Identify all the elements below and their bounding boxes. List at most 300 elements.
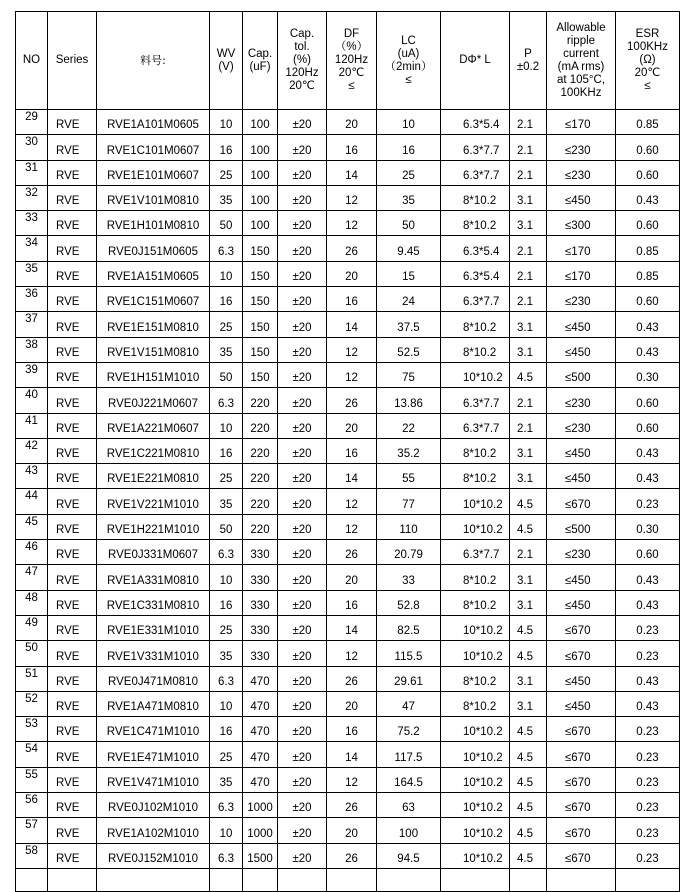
- cell-cap-tolerance: ±20: [278, 287, 327, 312]
- cell-series: RVE: [48, 742, 97, 767]
- cell-df: 26: [327, 843, 377, 868]
- cell-dimensions: 8*10.2: [441, 666, 510, 691]
- table-row: [16, 540, 680, 565]
- header-part-number: 料号:: [97, 12, 210, 110]
- table-row: [16, 160, 680, 185]
- cell-series: RVE: [48, 767, 97, 792]
- cell-lc: 164.5: [377, 767, 441, 792]
- cell-lc: 100: [377, 818, 441, 843]
- cell-capacitance: 100: [243, 135, 278, 160]
- cell-series: RVE: [48, 261, 97, 286]
- cell-capacitance: 150: [243, 287, 278, 312]
- cell-ripple-current: ≤230: [547, 540, 616, 565]
- cell-ripple-current: ≤170: [547, 261, 616, 286]
- cell-part-number: RVE0J151M0605: [97, 236, 210, 261]
- cell-cap-tolerance: ±20: [278, 135, 327, 160]
- cell-ripple-current: ≤670: [547, 717, 616, 742]
- cell-wv: 6.3: [210, 236, 243, 261]
- cell-dimensions: 6.3*5.4: [441, 236, 510, 261]
- cell-no: 53: [16, 717, 48, 742]
- cell-df: 12: [327, 641, 377, 666]
- cell-series: RVE: [48, 514, 97, 539]
- cell-wv: 25: [210, 615, 243, 640]
- cell-series: RVE: [48, 818, 97, 843]
- cell-esr: 0.23: [616, 767, 680, 792]
- cell-no: 39: [16, 362, 48, 387]
- cell-pitch: 2.1: [510, 236, 547, 261]
- cell-dimensions: 8*10.2: [441, 211, 510, 236]
- cell-part-number: RVE0J331M0607: [97, 540, 210, 565]
- cell-df: 16: [327, 438, 377, 463]
- cell-pitch: 3.1: [510, 211, 547, 236]
- cell-lc: 10: [377, 110, 441, 135]
- cell-wv: 35: [210, 767, 243, 792]
- cell-ripple-current: ≤450: [547, 666, 616, 691]
- cell-lc: 13.86: [377, 388, 441, 413]
- table-row: [16, 185, 680, 210]
- cell-wv: 35: [210, 489, 243, 514]
- cell-series: RVE: [48, 388, 97, 413]
- table-row: [16, 691, 680, 716]
- cell-esr: 0.60: [616, 160, 680, 185]
- cell-cap-tolerance: ±20: [278, 793, 327, 818]
- header-row: [16, 12, 680, 110]
- cell-no: 50: [16, 641, 48, 666]
- cell-series: RVE: [48, 160, 97, 185]
- table-header: [16, 12, 680, 110]
- cell-esr: 0.43: [616, 312, 680, 337]
- header-lc: LC (uA) （2min） ≤: [377, 12, 441, 110]
- cell-series: RVE: [48, 843, 97, 868]
- cell-df: 14: [327, 615, 377, 640]
- cell-ripple-current: ≤450: [547, 337, 616, 362]
- cell-part-number: RVE1H221M1010: [97, 514, 210, 539]
- cell-wv: 50: [210, 362, 243, 387]
- cell-lc: 75.2: [377, 717, 441, 742]
- cell-pitch: 3.1: [510, 691, 547, 716]
- cell-df: 20: [327, 565, 377, 590]
- cell-cap-tolerance: ±20: [278, 767, 327, 792]
- cell-dimensions: 6.3*7.7: [441, 388, 510, 413]
- cell-lc: 63: [377, 793, 441, 818]
- cell-df: 20: [327, 261, 377, 286]
- cell-wv: 6.3: [210, 843, 243, 868]
- cell-part-number: RVE1C331M0810: [97, 590, 210, 615]
- header-df: DF （%） 120Hz 20℃ ≤: [327, 12, 377, 110]
- empty-cell: [48, 868, 97, 891]
- header-cap-tolerance: Cap. tol. (%) 120Hz 20℃: [278, 12, 327, 110]
- cell-series: RVE: [48, 793, 97, 818]
- cell-ripple-current: ≤170: [547, 110, 616, 135]
- cell-lc: 24: [377, 287, 441, 312]
- cell-ripple-current: ≤500: [547, 362, 616, 387]
- cell-ripple-current: ≤450: [547, 565, 616, 590]
- cell-series: RVE: [48, 110, 97, 135]
- cell-part-number: RVE1C471M1010: [97, 717, 210, 742]
- cell-series: RVE: [48, 565, 97, 590]
- cell-wv: 10: [210, 818, 243, 843]
- cell-lc: 117.5: [377, 742, 441, 767]
- cell-pitch: 4.5: [510, 514, 547, 539]
- cell-pitch: 4.5: [510, 641, 547, 666]
- header-no: NO: [16, 12, 48, 110]
- cell-lc: 20.79: [377, 540, 441, 565]
- cell-lc: 25: [377, 160, 441, 185]
- cell-part-number: RVE1H151M1010: [97, 362, 210, 387]
- cell-pitch: 4.5: [510, 742, 547, 767]
- cell-lc: 29.61: [377, 666, 441, 691]
- cell-df: 20: [327, 818, 377, 843]
- cell-no: 35: [16, 261, 48, 286]
- cell-part-number: RVE0J471M0810: [97, 666, 210, 691]
- cell-dimensions: 10*10.2: [441, 767, 510, 792]
- cell-cap-tolerance: ±20: [278, 261, 327, 286]
- cell-no: 29: [16, 110, 48, 135]
- cell-ripple-current: ≤450: [547, 691, 616, 716]
- cell-wv: 6.3: [210, 793, 243, 818]
- cell-capacitance: 470: [243, 691, 278, 716]
- cell-wv: 6.3: [210, 540, 243, 565]
- cell-dimensions: 6.3*7.7: [441, 413, 510, 438]
- cell-esr: 0.23: [616, 489, 680, 514]
- cell-series: RVE: [48, 135, 97, 160]
- empty-cell: [327, 868, 377, 891]
- empty-cell: [16, 868, 48, 891]
- cell-esr: 0.43: [616, 185, 680, 210]
- cell-cap-tolerance: ±20: [278, 641, 327, 666]
- cell-df: 14: [327, 160, 377, 185]
- cell-ripple-current: ≤670: [547, 641, 616, 666]
- cell-series: RVE: [48, 666, 97, 691]
- cell-lc: 77: [377, 489, 441, 514]
- cell-cap-tolerance: ±20: [278, 514, 327, 539]
- cell-lc: 52.8: [377, 590, 441, 615]
- cell-ripple-current: ≤230: [547, 160, 616, 185]
- cell-df: 16: [327, 590, 377, 615]
- cell-no: 51: [16, 666, 48, 691]
- cell-ripple-current: ≤670: [547, 742, 616, 767]
- table-row: [16, 110, 680, 135]
- cell-capacitance: 470: [243, 717, 278, 742]
- cell-wv: 6.3: [210, 388, 243, 413]
- cell-no: 42: [16, 438, 48, 463]
- table-row: [16, 565, 680, 590]
- cell-capacitance: 330: [243, 565, 278, 590]
- empty-cell: [97, 868, 210, 891]
- cell-no: 30: [16, 135, 48, 160]
- table-row: [16, 211, 680, 236]
- cell-no: 47: [16, 565, 48, 590]
- cell-ripple-current: ≤670: [547, 615, 616, 640]
- cell-dimensions: 8*10.2: [441, 312, 510, 337]
- cell-df: 12: [327, 362, 377, 387]
- cell-series: RVE: [48, 641, 97, 666]
- cell-lc: 22: [377, 413, 441, 438]
- header-capacitance: Cap. (uF): [243, 12, 278, 110]
- table-row: [16, 362, 680, 387]
- cell-wv: 35: [210, 337, 243, 362]
- cell-df: 12: [327, 211, 377, 236]
- cell-wv: 16: [210, 287, 243, 312]
- cell-capacitance: 470: [243, 742, 278, 767]
- cell-ripple-current: ≤230: [547, 413, 616, 438]
- cell-series: RVE: [48, 312, 97, 337]
- cell-part-number: RVE1H101M0810: [97, 211, 210, 236]
- cell-capacitance: 1000: [243, 818, 278, 843]
- cell-wv: 16: [210, 590, 243, 615]
- cell-df: 16: [327, 135, 377, 160]
- cell-pitch: 2.1: [510, 287, 547, 312]
- cell-ripple-current: ≤230: [547, 287, 616, 312]
- cell-part-number: RVE1E101M0607: [97, 160, 210, 185]
- cell-no: 43: [16, 464, 48, 489]
- empty-cell: [547, 868, 616, 891]
- cell-df: 12: [327, 767, 377, 792]
- cell-no: 31: [16, 160, 48, 185]
- cell-esr: 0.23: [616, 793, 680, 818]
- cell-esr: 0.60: [616, 540, 680, 565]
- cell-df: 12: [327, 185, 377, 210]
- cell-pitch: 4.5: [510, 767, 547, 792]
- cell-cap-tolerance: ±20: [278, 691, 327, 716]
- cell-pitch: 3.1: [510, 464, 547, 489]
- cell-lc: 37.5: [377, 312, 441, 337]
- cell-cap-tolerance: ±20: [278, 843, 327, 868]
- cell-series: RVE: [48, 413, 97, 438]
- cell-dimensions: 10*10.2: [441, 818, 510, 843]
- cell-cap-tolerance: ±20: [278, 312, 327, 337]
- table-row: [16, 236, 680, 261]
- empty-cell: [377, 868, 441, 891]
- cell-dimensions: 10*10.2: [441, 742, 510, 767]
- table-row: [16, 742, 680, 767]
- cell-no: 44: [16, 489, 48, 514]
- cell-wv: 25: [210, 160, 243, 185]
- cell-series: RVE: [48, 185, 97, 210]
- cell-dimensions: 8*10.2: [441, 691, 510, 716]
- cell-dimensions: 10*10.2: [441, 489, 510, 514]
- cell-dimensions: 10*10.2: [441, 793, 510, 818]
- cell-no: 40: [16, 388, 48, 413]
- cell-capacitance: 330: [243, 641, 278, 666]
- cell-no: 56: [16, 793, 48, 818]
- cell-cap-tolerance: ±20: [278, 160, 327, 185]
- cell-lc: 15: [377, 261, 441, 286]
- cell-ripple-current: ≤450: [547, 464, 616, 489]
- cell-part-number: RVE1E151M0810: [97, 312, 210, 337]
- cell-pitch: 3.1: [510, 565, 547, 590]
- cell-df: 26: [327, 388, 377, 413]
- cell-part-number: RVE1C221M0810: [97, 438, 210, 463]
- cell-dimensions: 8*10.2: [441, 185, 510, 210]
- cell-dimensions: 6.3*7.7: [441, 287, 510, 312]
- cell-lc: 47: [377, 691, 441, 716]
- table-row: [16, 135, 680, 160]
- cell-ripple-current: ≤670: [547, 489, 616, 514]
- cell-cap-tolerance: ±20: [278, 438, 327, 463]
- cell-esr: 0.85: [616, 110, 680, 135]
- cell-lc: 35.2: [377, 438, 441, 463]
- cell-df: 26: [327, 666, 377, 691]
- cell-series: RVE: [48, 438, 97, 463]
- cell-pitch: 3.1: [510, 590, 547, 615]
- cell-capacitance: 100: [243, 185, 278, 210]
- cell-series: RVE: [48, 211, 97, 236]
- cell-pitch: 4.5: [510, 843, 547, 868]
- cell-no: 48: [16, 590, 48, 615]
- cell-series: RVE: [48, 590, 97, 615]
- cell-ripple-current: ≤450: [547, 185, 616, 210]
- header-ripple-current: Allowable ripple current (mA rms) at 105°C, 100KHz: [547, 12, 616, 110]
- cell-ripple-current: ≤500: [547, 514, 616, 539]
- empty-cell: [278, 868, 327, 891]
- cell-part-number: RVE0J102M1010: [97, 793, 210, 818]
- cell-wv: 16: [210, 717, 243, 742]
- cell-pitch: 3.1: [510, 185, 547, 210]
- cell-wv: 25: [210, 742, 243, 767]
- cell-df: 14: [327, 312, 377, 337]
- cell-capacitance: 150: [243, 236, 278, 261]
- cell-wv: 35: [210, 185, 243, 210]
- cell-part-number: RVE1A471M0810: [97, 691, 210, 716]
- cell-cap-tolerance: ±20: [278, 540, 327, 565]
- header-series: Series: [48, 12, 97, 110]
- table-row: [16, 287, 680, 312]
- cell-dimensions: 8*10.2: [441, 565, 510, 590]
- cell-capacitance: 1500: [243, 843, 278, 868]
- cell-dimensions: 6.3*5.4: [441, 261, 510, 286]
- cell-esr: 0.60: [616, 211, 680, 236]
- cell-part-number: RVE1C101M0607: [97, 135, 210, 160]
- cell-dimensions: 8*10.2: [441, 337, 510, 362]
- cell-no: 36: [16, 287, 48, 312]
- cell-dimensions: 8*10.2: [441, 438, 510, 463]
- cell-no: 49: [16, 615, 48, 640]
- cell-wv: 10: [210, 413, 243, 438]
- cell-esr: 0.60: [616, 287, 680, 312]
- cell-esr: 0.60: [616, 413, 680, 438]
- cell-cap-tolerance: ±20: [278, 388, 327, 413]
- cell-series: RVE: [48, 615, 97, 640]
- cell-cap-tolerance: ±20: [278, 590, 327, 615]
- header-dimensions: DΦ* L: [441, 12, 510, 110]
- table-row: [16, 312, 680, 337]
- cell-series: RVE: [48, 540, 97, 565]
- cell-pitch: 4.5: [510, 489, 547, 514]
- table-row: [16, 843, 680, 868]
- cell-series: RVE: [48, 489, 97, 514]
- cell-esr: 0.43: [616, 438, 680, 463]
- cell-wv: 10: [210, 110, 243, 135]
- cell-capacitance: 100: [243, 160, 278, 185]
- cell-cap-tolerance: ±20: [278, 489, 327, 514]
- cell-dimensions: 10*10.2: [441, 843, 510, 868]
- cell-dimensions: 6.3*5.4: [441, 110, 510, 135]
- cell-ripple-current: ≤670: [547, 818, 616, 843]
- table-row: [16, 464, 680, 489]
- cell-series: RVE: [48, 464, 97, 489]
- cell-dimensions: 10*10.2: [441, 641, 510, 666]
- cell-cap-tolerance: ±20: [278, 717, 327, 742]
- cell-part-number: RVE1V101M0810: [97, 185, 210, 210]
- cell-esr: 0.43: [616, 337, 680, 362]
- cell-no: 41: [16, 413, 48, 438]
- empty-row: [16, 868, 680, 891]
- cell-dimensions: 8*10.2: [441, 590, 510, 615]
- cell-ripple-current: ≤670: [547, 793, 616, 818]
- cell-part-number: RVE1C151M0607: [97, 287, 210, 312]
- cell-df: 20: [327, 413, 377, 438]
- cell-esr: 0.43: [616, 590, 680, 615]
- cell-esr: 0.60: [616, 135, 680, 160]
- cell-lc: 115.5: [377, 641, 441, 666]
- cell-df: 16: [327, 287, 377, 312]
- table-row: [16, 615, 680, 640]
- cell-lc: 52.5: [377, 337, 441, 362]
- cell-capacitance: 330: [243, 540, 278, 565]
- cell-no: 46: [16, 540, 48, 565]
- cell-esr: 0.85: [616, 236, 680, 261]
- cell-capacitance: 220: [243, 438, 278, 463]
- cell-pitch: 4.5: [510, 717, 547, 742]
- cell-no: 34: [16, 236, 48, 261]
- table-row: [16, 489, 680, 514]
- cell-ripple-current: ≤450: [547, 590, 616, 615]
- cell-cap-tolerance: ±20: [278, 236, 327, 261]
- cell-no: 54: [16, 742, 48, 767]
- cell-cap-tolerance: ±20: [278, 742, 327, 767]
- cell-pitch: 2.1: [510, 388, 547, 413]
- cell-dimensions: 10*10.2: [441, 717, 510, 742]
- cell-df: 14: [327, 464, 377, 489]
- table-row: [16, 666, 680, 691]
- cell-esr: 0.43: [616, 565, 680, 590]
- cell-part-number: RVE1A331M0810: [97, 565, 210, 590]
- cell-df: 12: [327, 337, 377, 362]
- cell-capacitance: 220: [243, 388, 278, 413]
- cell-part-number: RVE1E331M1010: [97, 615, 210, 640]
- cell-esr: 0.85: [616, 261, 680, 286]
- cell-cap-tolerance: ±20: [278, 362, 327, 387]
- cell-pitch: 4.5: [510, 362, 547, 387]
- cell-esr: 0.23: [616, 843, 680, 868]
- cell-cap-tolerance: ±20: [278, 615, 327, 640]
- cell-wv: 50: [210, 211, 243, 236]
- cell-wv: 50: [210, 514, 243, 539]
- cell-no: 37: [16, 312, 48, 337]
- cell-lc: 75: [377, 362, 441, 387]
- cell-no: 45: [16, 514, 48, 539]
- cell-series: RVE: [48, 287, 97, 312]
- cell-pitch: 3.1: [510, 666, 547, 691]
- table-body: [16, 110, 680, 892]
- cell-wv: 25: [210, 464, 243, 489]
- empty-cell: [616, 868, 680, 891]
- cell-pitch: 3.1: [510, 438, 547, 463]
- cell-cap-tolerance: ±20: [278, 565, 327, 590]
- cell-capacitance: 220: [243, 413, 278, 438]
- cell-df: 12: [327, 489, 377, 514]
- cell-part-number: RVE1V151M0810: [97, 337, 210, 362]
- cell-pitch: 2.1: [510, 135, 547, 160]
- cell-ripple-current: ≤450: [547, 312, 616, 337]
- cell-part-number: RVE1V221M1010: [97, 489, 210, 514]
- cell-no: 33: [16, 211, 48, 236]
- cell-wv: 6.3: [210, 666, 243, 691]
- cell-ripple-current: ≤450: [547, 438, 616, 463]
- cell-series: RVE: [48, 236, 97, 261]
- cell-wv: 16: [210, 438, 243, 463]
